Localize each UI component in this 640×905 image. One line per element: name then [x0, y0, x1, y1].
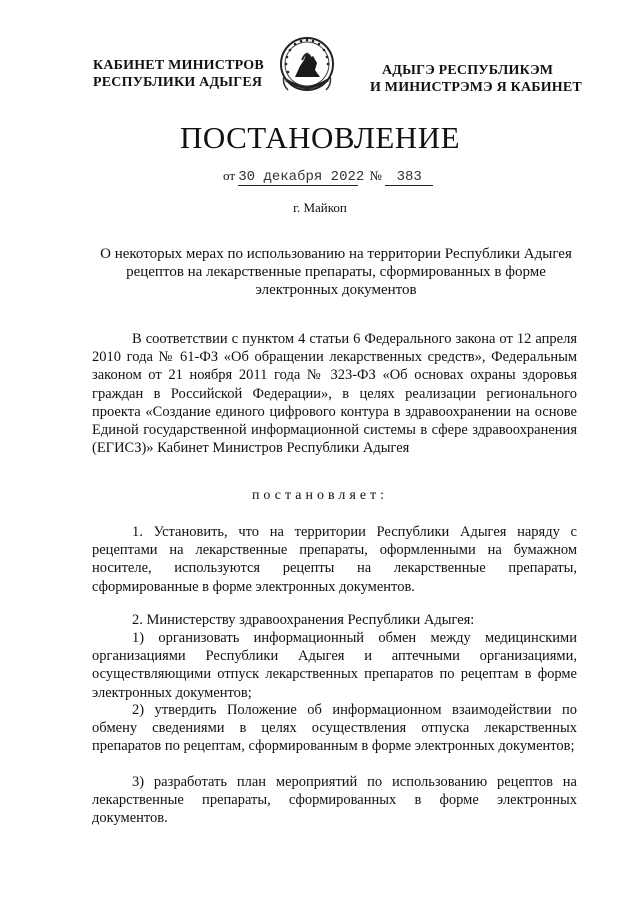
document-number: 383	[385, 170, 433, 186]
issuer-name-adyghe	[370, 62, 582, 96]
issuer-line: КАБИНЕТ МИНИСТРОВ	[93, 58, 264, 73]
date-number-line	[223, 168, 433, 186]
clause-2-subitem-2: 2) утвердить Положение об информационном взаимодействии по обмену сведениями в целях осуществления отпуска лекарственных препаратов по рецептам, сформированным в форме электронных документов;	[92, 702, 577, 755]
clause-2-subitem-1: 1) организовать информационный обмен между медицинскими организациями Республики Адыгея и аптечными организациями, осуществляющими отпуск лекарственных препаратов по рецептам в форме электронных документов;	[92, 630, 577, 701]
issuer-line: АДЫГЭ РЕСПУБЛИКЭМ	[382, 63, 554, 78]
clause-2-intro: 2. Министерству здравоохранения Республики Адыгея:	[132, 612, 475, 628]
subject-line: О некоторых мерах по использованию на территории Республики Адыгея	[100, 246, 572, 262]
date-prefix: от	[223, 168, 236, 183]
document-date: 30 декабря 2022	[238, 169, 365, 185]
document-title: ПОСТАНОВЛЕНИЕ	[179, 120, 461, 155]
city-of-issue: г. Майкоп	[293, 200, 347, 215]
document-subject	[86, 245, 586, 299]
number-sign: №	[369, 168, 382, 183]
clause-1: 1. Установить, что на территории Республики Адыгея наряду с рецептами на лекарственные препараты, оформленными на бумажном носителе, используются рецепты на лекарственные препараты, сформированные в форме электронных документов.	[92, 524, 577, 595]
coat-of-arms-icon	[276, 30, 338, 96]
clause-2-subitem-3: 3) разработать план мероприятий по использованию рецептов на лекарственные препараты, сформированных в форме электронных документов.	[92, 774, 577, 827]
subject-line: рецептов на лекарственные препараты, сформированных в форме	[126, 264, 546, 280]
decree-word: постановляет:	[251, 488, 389, 503]
issuer-line: И МИНИСТРЭМЭ Я КАБИНЕТ	[370, 80, 582, 95]
preamble-paragraph: В соответствии с пунктом 4 статьи 6 Федерального закона от 12 апреля 2010 года № 61-ФЗ «Об обращении лекарственных средств», Федеральным законом от 21 ноября 2011 года № 323-ФЗ «Об основах охраны здоровья граждан в Российской Федерации», в целях реализации регионального проекта «Создание единого цифрового контура в здравоохранении на основе Единой государственной информационной системы в сфере здравоохранения (ЕГИСЗ)» Кабинет Министров Республики Адыгея	[92, 331, 577, 457]
issuer-name-russian	[93, 57, 264, 91]
issuer-line: РЕСПУБЛИКИ АДЫГЕЯ	[93, 75, 263, 90]
subject-line: электронных документов	[255, 282, 417, 298]
